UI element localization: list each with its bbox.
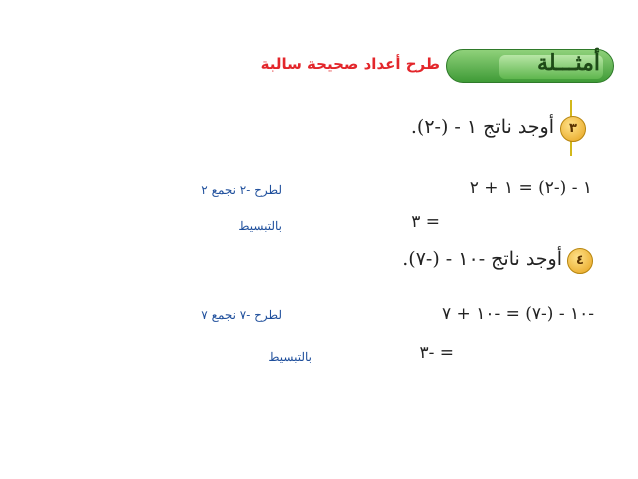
step-note: بالتبسيط (238, 219, 282, 233)
step-note: لطرح -٢ نجمع ٢ (201, 183, 282, 197)
math-line: ١ - (-٢) = ١ + ٢ (469, 178, 592, 198)
math-line: = ٣ (411, 212, 440, 232)
math-line: -١٠ - (-٧) = -١٠ + ٧ (442, 304, 594, 324)
example-question: أوجد ناتج ١ - (-٢). (410, 116, 554, 138)
math-line: = -٣ (419, 343, 454, 363)
example-number-badge: ٣ (560, 116, 586, 142)
examples-banner (446, 46, 614, 86)
example-number-badge: ٤ (567, 248, 593, 274)
banner-title: أمثـــلة (537, 50, 600, 76)
section-subtitle: طرح أعداد صحيحة سالبة (260, 55, 440, 73)
step-note: لطرح -٧ نجمع ٧ (201, 308, 282, 322)
example-question: أوجد ناتج -١٠ - (-٧). (402, 248, 562, 270)
step-note: بالتبسيط (268, 350, 312, 364)
